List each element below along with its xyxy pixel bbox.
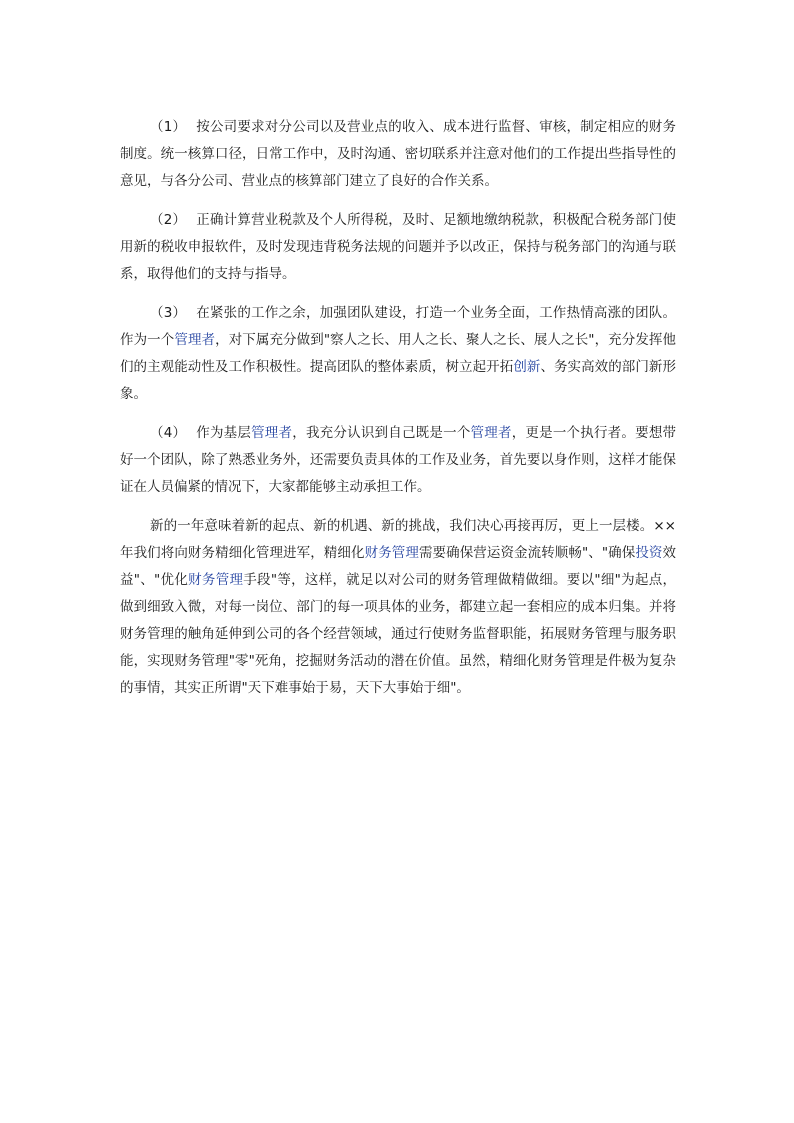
paragraph-number: （2） bbox=[150, 212, 187, 228]
paragraph-5 bbox=[120, 513, 676, 702]
paragraph-4 bbox=[120, 420, 676, 501]
paragraph-text: 作为基层 bbox=[196, 425, 252, 441]
paragraph-text: 在紧张的工作之余，加强团队建设，打造一个业务全面，工作热情高涨的团队。作为一个 bbox=[120, 305, 676, 348]
paragraph-1 bbox=[120, 114, 676, 195]
paragraph-text: 效益"、"优化 bbox=[120, 545, 677, 588]
paragraph-text: 需要确保营运资金流转顺畅"、"确保 bbox=[418, 545, 636, 561]
paragraph-text: 、务实高效的部门新形象。 bbox=[120, 359, 676, 402]
link-investment[interactable]: 投资 bbox=[635, 545, 663, 561]
link-manager[interactable]: 管理者 bbox=[251, 425, 293, 441]
document-page bbox=[120, 114, 676, 714]
paragraph-text: ，更是一个执行者。要想带好一个团队，除了熟悉业务外，还需要负责具体的工作及业务，首先要以身作则，这样才能保证在人员偏紧的情况下，大家都能够主动承担工作。 bbox=[120, 425, 677, 495]
link-manager[interactable]: 管理者 bbox=[174, 332, 216, 348]
paragraph-text: 正确计算营业税款及个人所得税，及时、足额地缴纳税款，积极配合税务部门使用新的税收申报软件，及时发现违背税务法规的问题并予以改正，保持与税务部门的沟通与联系，取得他们的支持与指导。 bbox=[120, 212, 676, 282]
paragraph-3 bbox=[120, 300, 676, 408]
paragraph-text: ，对下属充分做到"察人之长、用人之长、聚人之长、展人之长"，充分发挥他们的主观能动性及工作积极性。提高团队的整体素质，树立起开拓 bbox=[120, 332, 677, 375]
link-financial-management[interactable]: 财务管理 bbox=[188, 572, 244, 588]
paragraph-text: ，我充分认识到自己既是一个 bbox=[292, 425, 471, 441]
paragraph-number: （1） bbox=[150, 119, 187, 135]
paragraph-text: 按公司要求对分公司以及营业点的收入、成本进行监督、审核，制定相应的财务制度。统一核算口径，日常工作中，及时沟通、密切联系并注意对他们的工作提出些指导性的意见，与各分公司、营业点的核算部门建立了良好的合作关系。 bbox=[120, 119, 676, 189]
link-innovation[interactable]: 创新 bbox=[513, 359, 541, 375]
link-manager[interactable]: 管理者 bbox=[470, 425, 512, 441]
link-financial-management[interactable]: 财务管理 bbox=[364, 545, 419, 561]
paragraph-number: （3） bbox=[150, 305, 187, 321]
paragraph-number: （4） bbox=[150, 425, 187, 441]
paragraph-text: 手段"等，这样，就足以对公司的财务管理做精做细。要以"细"为起点，做到细致入微，对每一岗位、部门的每一项具体的业务，都建立起一套相应的成本归集。并将财务管理的触角延伸到公司的各个经营领域，通过行使财务监督职能，拓展财务管理与服务职能，实现财务管理"零"死角，挖掘财务活动的潜在价值。虽然，精细化财务管理是件极为复杂的事情，其实正所谓"天下难事始于易，天下大事始于细"。 bbox=[120, 572, 676, 696]
paragraph-2 bbox=[120, 207, 676, 288]
paragraph-text: 新的一年意味着新的起点、新的机遇、新的挑战，我们决心再接再厉，更上一层楼。××年我们将向财务精细化管理进军，精细化 bbox=[120, 518, 676, 561]
